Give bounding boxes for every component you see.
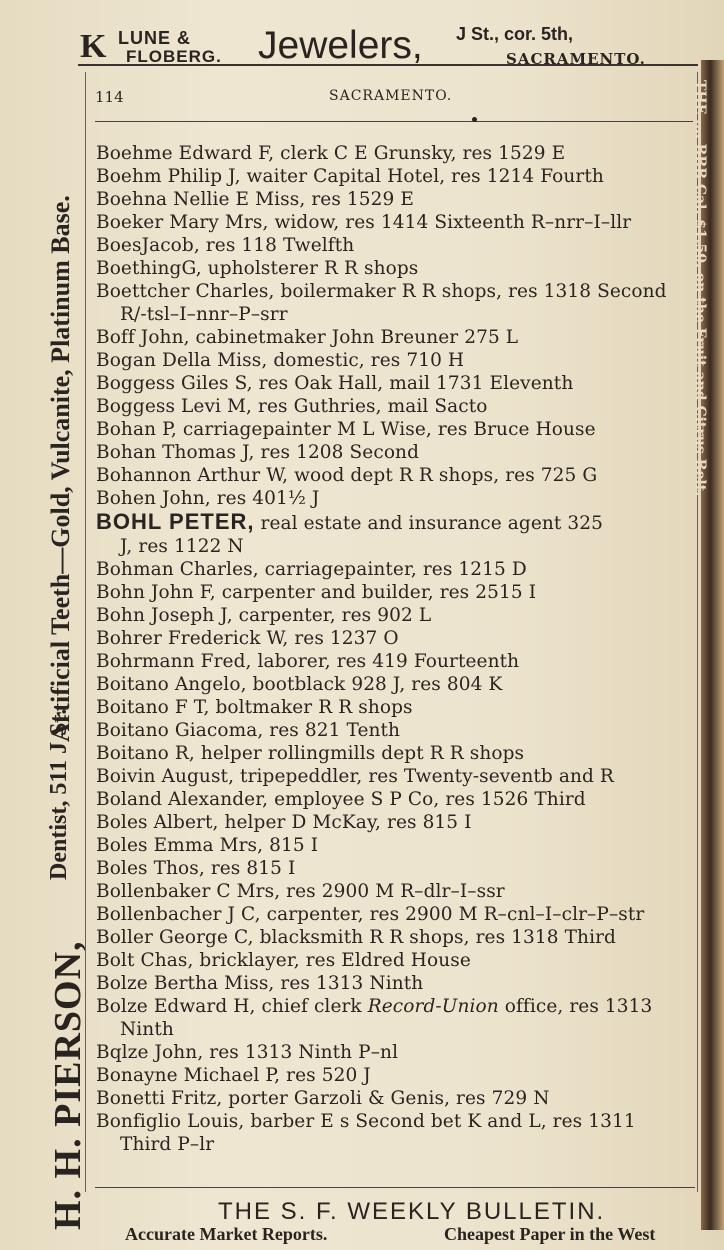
- directory-entry: [96, 1110, 696, 1156]
- entry-text: real estate and insurance agent 325: [254, 513, 604, 534]
- entry-text: Bollenbacher J C, carpenter, res 2900 M R–cnl–I–clr–P–str: [96, 904, 645, 925]
- bulletin-slogan-right: Cheapest Paper in the West: [444, 1224, 656, 1244]
- entry-text: Boitano Angelo, bootblack 928 J, res 804 K: [96, 674, 503, 695]
- ad-city: SACRAMENTO.: [506, 50, 646, 68]
- directory-entry: [96, 441, 696, 464]
- entry-text: Boles Albert, helper D McKay, res 815 I: [96, 812, 472, 833]
- directory-entry: [96, 581, 696, 604]
- bulletin-title: THE S. F. WEEKLY BULLETIN.: [218, 1198, 606, 1225]
- directory-entry: [96, 257, 696, 280]
- bulletin-slogan-left: Accurate Market Reports.: [125, 1224, 328, 1244]
- directory-entry: [96, 142, 696, 165]
- ad-floberg: FLOBERG.: [126, 47, 222, 66]
- directory-entry: [96, 188, 696, 211]
- entry-text: Boehme Edward F, clerk C E Grunsky, res 1529 E: [96, 143, 566, 164]
- entry-continuation: R/-tsl–I–nnr–P–srr: [120, 304, 288, 325]
- entry-text: Boitano F T, boltmaker R R shops: [96, 697, 413, 718]
- page-header: [95, 88, 690, 112]
- header-rule-ornament: [472, 117, 477, 122]
- entry-text: BoesJacob, res 118 Twelfth: [96, 235, 355, 256]
- directory-entry: [96, 211, 696, 234]
- entry-text: Bohrer Frederick W, res 1237 O: [96, 628, 399, 649]
- entry-text-post: office, res 1313: [498, 996, 653, 1017]
- entry-text: Boggess Giles S, res Oak Hall, mail 1731 Eleventh: [96, 373, 574, 394]
- entry-text: BoethingG, upholsterer R R shops: [96, 258, 419, 279]
- entry-text: Boller George C, blacksmith R R shops, res 1318 Third: [96, 927, 616, 948]
- directory-entry: [96, 926, 696, 949]
- entry-text: Boland Alexander, employee S P Co, res 1526 Third: [96, 789, 586, 810]
- entry-text: Boehna Nellie E Miss, res 1529 E: [96, 189, 414, 210]
- ad-initial-k: K: [80, 28, 107, 65]
- directory-entry: [96, 972, 696, 995]
- entry-text: Bohan P, carriagepainter M L Wise, res Bruce House: [96, 419, 596, 440]
- directory-entry: [96, 326, 696, 349]
- header-rule: [95, 121, 693, 122]
- page-number: 114: [95, 88, 124, 106]
- directory-entry: [96, 1041, 696, 1064]
- bottom-rule: [95, 1187, 695, 1188]
- directory-entry: [96, 949, 696, 972]
- entry-text: Bolt Chas, bricklayer, res Eldred House: [96, 950, 471, 971]
- entry-text: Bohan Thomas J, res 1208 Second: [96, 442, 420, 463]
- top-advertisement: [78, 14, 708, 70]
- entry-text: Bohn John F, carpenter and builder, res 2515 I: [96, 582, 537, 603]
- directory-entry: [96, 372, 696, 395]
- ad-lune: LUNE &: [118, 28, 191, 48]
- left-vertical-advertisement: [46, 70, 90, 1230]
- bottom-advertisement: [100, 1198, 724, 1248]
- entry-text: Bonetti Fritz, porter Garzoli & Genis, res 729 N: [96, 1088, 550, 1109]
- entry-text: Boitano R, helper rollingmills dept R R shops: [96, 743, 525, 764]
- directory-entry: [96, 880, 696, 903]
- directory-entry: [96, 487, 696, 510]
- ad-pierson-profession: Dentist, 511 J St.: [46, 708, 72, 880]
- directory-entry: [96, 1087, 696, 1110]
- entry-text: Bolze Bertha Miss, res 1313 Ninth: [96, 973, 424, 994]
- entry-text: Bohman Charles, carriagepainter, res 1215 D: [96, 559, 527, 580]
- entry-text: Bonayne Michael P, res 520 J: [96, 1065, 371, 1086]
- top-ad-rule: [78, 64, 698, 66]
- entry-text: Bqlze John, res 1313 Ninth P–nl: [96, 1042, 399, 1063]
- entry-text: Boettcher Charles, boilermaker R R shops, res 1318 Second: [96, 281, 667, 302]
- entry-bold-name: BOHL PETER,: [96, 509, 255, 534]
- entry-text: Boff John, cabinetmaker John Breuner 275 L: [96, 327, 519, 348]
- entry-text: Boles Thos, res 815 I: [96, 858, 296, 879]
- directory-entry: [96, 627, 696, 650]
- directory-entry: [96, 765, 696, 788]
- ad-pierson-services: Artificial Teeth—Gold, Vulcanite, Platinum Base.: [46, 195, 75, 742]
- entry-text: Bollenbaker C Mrs, res 2900 M R–dlr–I–ssr: [96, 881, 505, 902]
- directory-entry: [96, 995, 696, 1041]
- entry-continuation: Third P–lr: [120, 1134, 215, 1155]
- entry-text: Boles Emma Mrs, 815 I: [96, 835, 319, 856]
- directory-entry: [96, 558, 696, 581]
- entry-text: Bohen John, res 401½ J: [96, 488, 320, 509]
- entry-continuation: J, res 1122 N: [120, 536, 244, 557]
- entry-text: Boivin August, tripepeddler, res Twenty-seventb and R: [96, 766, 614, 787]
- directory-entry: [96, 510, 696, 558]
- directory-entry: [96, 464, 696, 487]
- directory-entry: [96, 834, 696, 857]
- directory-entries: [96, 142, 696, 1156]
- ad-pierson-name: H. H. PIERSON,: [47, 940, 89, 1230]
- directory-entry: [96, 788, 696, 811]
- directory-entry: [96, 857, 696, 880]
- directory-entry: [96, 742, 696, 765]
- directory-entry: [96, 604, 696, 627]
- directory-entry: [96, 234, 696, 257]
- entry-text: Boehm Philip J, waiter Capital Hotel, res 1214 Fourth: [96, 166, 604, 187]
- entry-text: Boitano Giacoma, res 821 Tenth: [96, 720, 401, 741]
- directory-entry: [96, 418, 696, 441]
- directory-entry: [96, 165, 696, 188]
- ad-jewelers: Jewelers,: [258, 24, 423, 67]
- directory-entry: [96, 395, 696, 418]
- entry-text: Boggess Levi M, res Guthries, mail Sacto: [96, 396, 488, 417]
- directory-entry: [96, 1064, 696, 1087]
- directory-entry: [96, 280, 696, 326]
- directory-entry: [96, 719, 696, 742]
- entry-text: Bohn Joseph J, carpenter, res 902 L: [96, 605, 432, 626]
- entry-text-ital: Record-Union: [367, 996, 499, 1017]
- directory-entry: [96, 650, 696, 673]
- directory-entry: [96, 673, 696, 696]
- entry-continuation: Ninth: [120, 1019, 174, 1040]
- directory-entry: [96, 903, 696, 926]
- entry-text: Bohannon Arthur W, wood dept R R shops, res 725 G: [96, 465, 598, 486]
- ad-address: J St., cor. 5th,: [456, 24, 574, 44]
- directory-entry: [96, 349, 696, 372]
- running-head: SACRAMENTO.: [329, 88, 453, 104]
- entry-text: Boeker Mary Mrs, widow, res 1414 Sixteenth R–nrr–I–llr: [96, 212, 632, 233]
- directory-entry: [96, 811, 696, 834]
- binding-edge-text: THE .... BBB Cal. $1.50. on the Fruit and Citrus Belt.: [692, 80, 708, 497]
- entry-text-pre: Bolze Edward H, chief clerk: [96, 996, 368, 1017]
- entry-text: Bohrmann Fred, laborer, res 419 Fourteenth: [96, 651, 520, 672]
- directory-entry: [96, 696, 696, 719]
- entry-text: Bogan Della Miss, domestic, res 710 H: [96, 350, 465, 371]
- entry-text: Bonfiglio Louis, barber E s Second bet K and L, res 1311: [96, 1111, 636, 1132]
